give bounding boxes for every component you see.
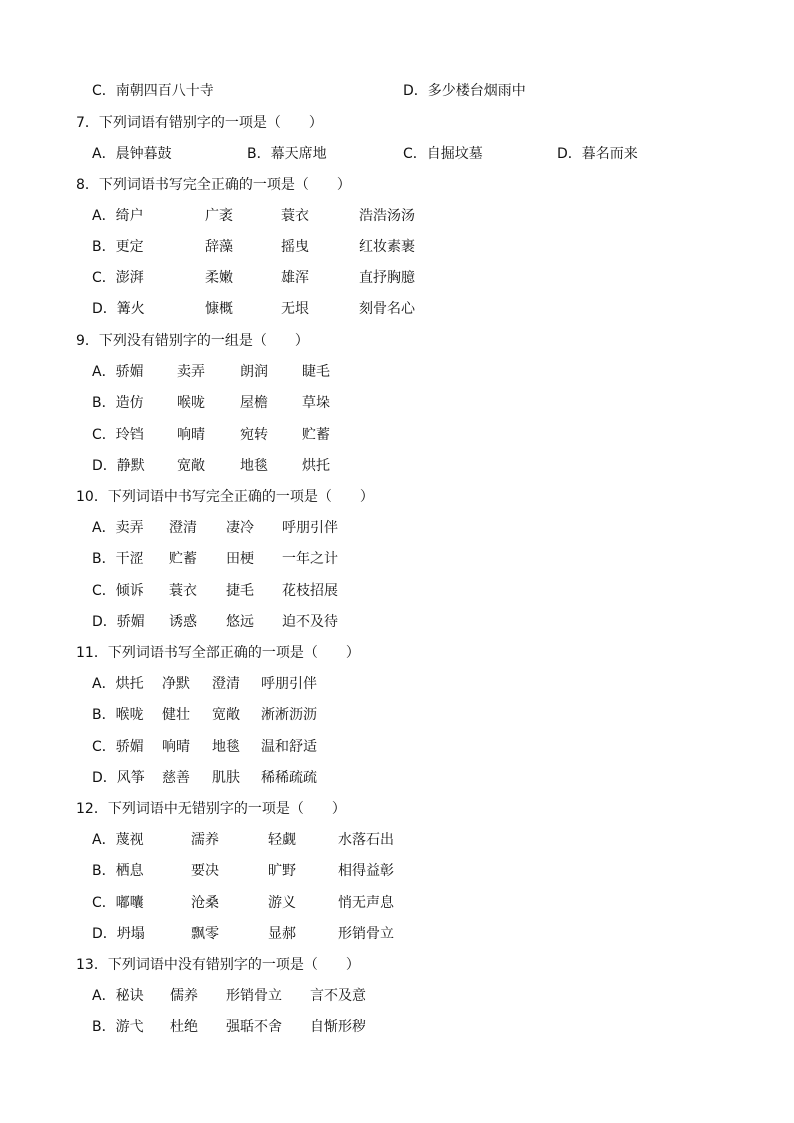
option-word: B．游弋 (92, 1019, 144, 1035)
q12-stem: 12．下列词语中无错别字的一项是（ ） (76, 801, 346, 817)
option-word: 宽敞 (212, 707, 240, 723)
option-word: 轻觑 (268, 832, 296, 848)
option-word: 无垠 (281, 301, 309, 317)
option-word: 红妆素裹 (359, 239, 415, 255)
option-word: C．倾诉 (92, 583, 144, 599)
option-word: 卖弄 (177, 364, 205, 380)
option-word: 蓑衣 (281, 208, 309, 224)
option-word: 形销骨立 (226, 988, 282, 1004)
option-word: 悠远 (226, 614, 254, 630)
option-word: D．风筝 (92, 770, 145, 786)
option-word: 一年之计 (282, 551, 338, 567)
option-word: A．骄媚 (92, 364, 144, 380)
option-word: 直抒胸臆 (359, 270, 415, 286)
option-word: 雄浑 (281, 270, 309, 286)
option-word: 慷概 (205, 301, 233, 317)
option-word: D．静默 (92, 458, 145, 474)
option-word: 草垛 (302, 395, 330, 411)
q6-option-d: D．多少楼台烟雨中 (403, 83, 526, 99)
option-word: C．玲铛 (92, 427, 144, 443)
option-word: C．骄媚 (92, 739, 144, 755)
option-word: 田梗 (226, 551, 254, 567)
option-word: 言不及意 (310, 988, 366, 1004)
option-word: 浩浩汤汤 (359, 208, 415, 224)
q9-stem: 9．下列没有错别字的一组是（ ） (76, 333, 309, 349)
option-word: 相得益彰 (338, 863, 394, 879)
option-word: 摇曳 (281, 239, 309, 255)
option-word: A．卖弄 (92, 520, 144, 536)
option-word: 宽敞 (177, 458, 205, 474)
option-word: C．嘟囔 (92, 895, 144, 911)
option-word: 游义 (268, 895, 296, 911)
option-word: 儒养 (170, 988, 198, 1004)
option-word: 稀稀疏疏 (261, 770, 317, 786)
q7-option-c: C．自掘坟墓 (403, 146, 483, 162)
option-word: 响晴 (162, 739, 190, 755)
option-word: 宛转 (240, 427, 268, 443)
option-word: 慈善 (162, 770, 190, 786)
option-word: 地毯 (240, 458, 268, 474)
option-word: 刻骨名心 (359, 301, 415, 317)
option-word: 柔嫩 (205, 270, 233, 286)
option-word: B．喉咙 (92, 707, 144, 723)
q8-stem: 8．下列词语书写完全正确的一项是（ ） (76, 177, 351, 193)
option-word: 水落石出 (338, 832, 394, 848)
option-word: 飘零 (191, 926, 219, 942)
option-word: 净默 (162, 676, 190, 692)
option-word: 强聒不舍 (226, 1019, 282, 1035)
option-word: 蓑衣 (169, 583, 197, 599)
option-word: 显郝 (268, 926, 296, 942)
option-word: 形销骨立 (338, 926, 394, 942)
option-word: 澄清 (169, 520, 197, 536)
q7-option-a: A．晨钟暮鼓 (92, 146, 172, 162)
q13-stem: 13．下列词语中没有错别字的一项是（ ） (76, 957, 360, 973)
option-word: 呼朋引伴 (282, 520, 338, 536)
option-word: 广袤 (205, 208, 233, 224)
option-word: 响晴 (177, 427, 205, 443)
option-word: 肌肤 (212, 770, 240, 786)
option-word: 屋檐 (240, 395, 268, 411)
option-word: A．秘诀 (92, 988, 144, 1004)
q7-stem: 7．下列词语有错别字的一项是（ ） (76, 115, 323, 131)
option-word: 澄清 (212, 676, 240, 692)
q10-stem: 10．下列词语中书写完全正确的一项是（ ） (76, 489, 374, 505)
option-word: A．绮户 (92, 208, 144, 224)
option-word: 杜绝 (170, 1019, 198, 1035)
option-word: D．骄媚 (92, 614, 145, 630)
option-word: 朗润 (240, 364, 268, 380)
option-word: 地毯 (212, 739, 240, 755)
option-word: 呼朋引伴 (261, 676, 317, 692)
option-word: 贮蓄 (169, 551, 197, 567)
q6-option-c: C．南朝四百八十寺 (92, 83, 214, 99)
option-word: B．栖息 (92, 863, 144, 879)
q7-option-d: D．暮名而来 (557, 146, 638, 162)
option-word: B．造仿 (92, 395, 144, 411)
option-word: D．坍塌 (92, 926, 145, 942)
option-word: 辞藻 (205, 239, 233, 255)
option-word: 濡养 (191, 832, 219, 848)
option-word: B．干涩 (92, 551, 144, 567)
option-word: A．蔑视 (92, 832, 144, 848)
option-word: 温和舒适 (261, 739, 317, 755)
option-word: B．更定 (92, 239, 144, 255)
option-word: 烘托 (302, 458, 330, 474)
option-word: 健壮 (162, 707, 190, 723)
q11-stem: 11．下列词语书写全部正确的一项是（ ） (76, 645, 360, 661)
option-word: 睫毛 (302, 364, 330, 380)
option-word: D．篝火 (92, 301, 145, 317)
option-word: 要决 (191, 863, 219, 879)
option-word: 花枝招展 (282, 583, 338, 599)
option-word: 诱惑 (169, 614, 197, 630)
option-word: 喉咙 (177, 395, 205, 411)
option-word: 贮蓄 (302, 427, 330, 443)
option-word: C．澎湃 (92, 270, 144, 286)
option-word: 旷野 (268, 863, 296, 879)
option-word: 凄冷 (226, 520, 254, 536)
option-word: 淅淅沥沥 (261, 707, 317, 723)
q7-option-b: B．幕天席地 (247, 146, 327, 162)
option-word: 沧桑 (191, 895, 219, 911)
option-word: 捷毛 (226, 583, 254, 599)
option-word: A．烘托 (92, 676, 144, 692)
option-word: 悄无声息 (338, 895, 394, 911)
option-word: 自惭形秽 (310, 1019, 366, 1035)
option-word: 迫不及待 (282, 614, 338, 630)
